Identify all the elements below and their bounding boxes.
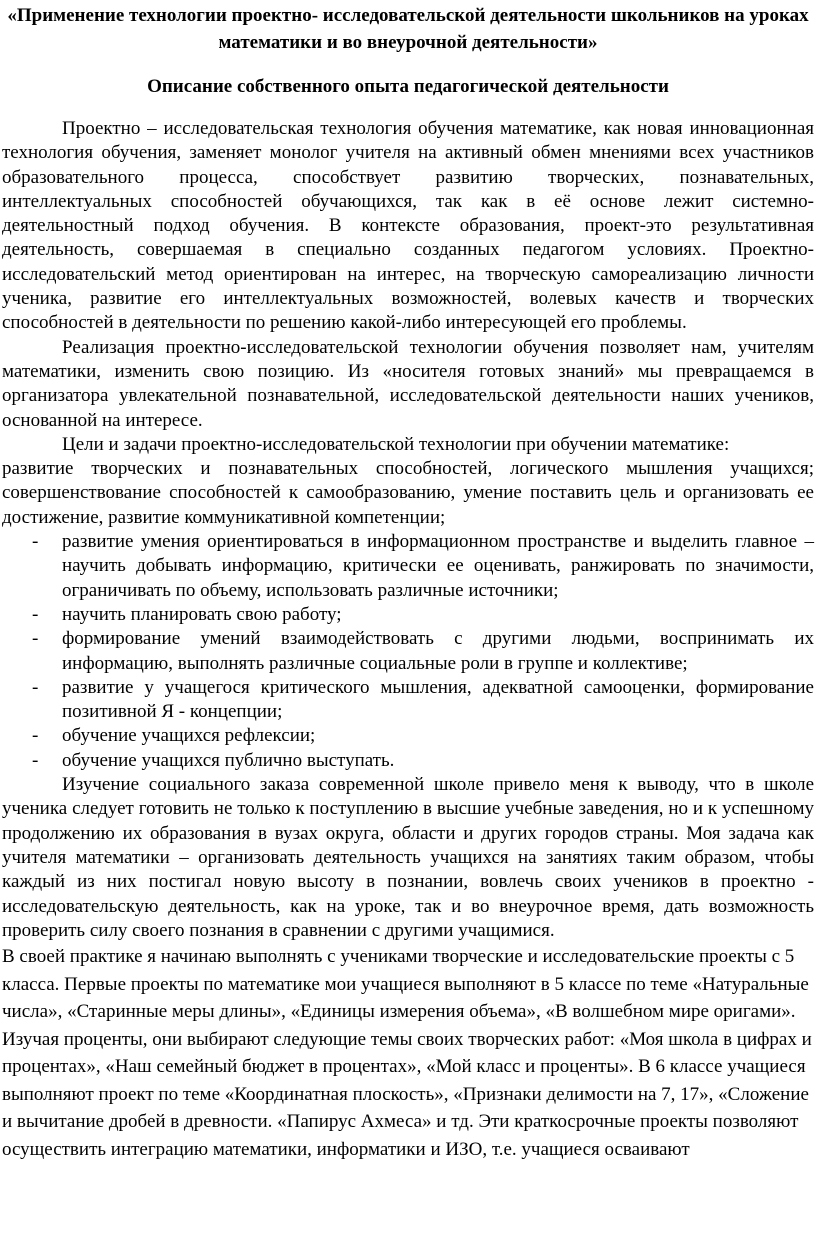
list-item: - научить планировать свою работу; <box>2 603 814 627</box>
dash-marker: - <box>32 725 39 747</box>
list-item: - развитие умения ориентироваться в информационном пространстве и выделить главное – научить добывать информацию, критически ее оценивать, ранжировать по значимости, ограничивать по объему, использовать различные источники; <box>32 531 814 601</box>
dash-marker: - <box>32 603 39 625</box>
document-title: «Применение технологии проектно- исследовательской деятельности школьников на уроках математики и во внеурочной деятельности» <box>7 5 809 53</box>
dash-marker: - <box>32 749 39 771</box>
goals-list <box>2 530 814 773</box>
list-item: - обучение учащихся рефлексии; <box>2 724 814 748</box>
dash-marker: - <box>32 676 39 698</box>
paragraph-practice: В своей практике я начинаю выполнять с учениками творческие и исследовательские проекты с 5 класса. Первые проекты по математике мои учащиеся выполняют в 5 классе по теме «Натуральные числа», «Старинные меры длины», «Единицы измерения объема», «В волшебном мире оригами». Изучая проценты, они выбирают следующие темы своих творческих работ: «Моя школа в цифрах и процентах», «Наш семейный бюджет в процентах», «Мой класс и проценты». В 6 классе учащиеся выполняют проект по теме «Координатная плоскость», «Признаки делимости на 7, 17», «Сложение и вычитание дробей в древности. «Папирус Ахмеса» и тд. Эти краткосрочные проекты позволяют осуществить интеграцию математики, информатики и ИЗО, т.е. учащиеся осваивают <box>2 946 812 1160</box>
paragraph-intro: Проектно – исследовательская технология обучения математике, как новая инновационная технология обучения, заменяет монолог учителя на активный обмен мнениями всех участников образовательного процесса, способствует развитию творческих, познавательных, интеллектуальных способностей обучающихся, так как в её основе лежит системно-деятельностный подход обучения. В контексте образования, проект-это результативная деятельность, совершаемая в специально созданных педагогом условиях. Проектно-исследовательский метод ориентирован на интерес, на творческую самореализацию личности ученика, развитие его интеллектуальных возможностей, волевых качеств и творческих способностей в деятельности по решению какой-либо интересующей его проблемы. <box>2 118 814 334</box>
dash-marker: - <box>32 628 39 650</box>
dash-marker: - <box>32 531 39 553</box>
paragraph-implementation: Реализация проектно-исследовательской технологии обучения позволяет нам, учителям математики, изменить свою позицию. Из «носителя готовых знаний» мы превращаемся в организатора увлекательной познавательной, исследовательской деятельности наших учеников, основанной на интересе. <box>2 336 814 431</box>
list-item: - обучение учащихся публично выступать. <box>2 749 814 773</box>
list-item: - формирование умений взаимодействовать с другими людьми, воспринимать их информацию, выполнять различные социальные роли в группе и коллективе; <box>32 628 814 674</box>
paragraph-goals-text: развитие творческих и познавательных способностей, логического мышления учащихся; совершенствование способностей к самообразованию, умение поставить цель и организовать ее достижение, развитие коммуникативной компетенции; <box>2 458 814 528</box>
document-subtitle: Описание собственного опыта педагогической деятельности <box>147 76 669 97</box>
list-item: - развитие у учащегося критического мышления, адекватной самооценки, формирование позитивной Я - концепции; <box>32 676 814 723</box>
paragraph-social-order: Изучение социального заказа современной школе привело меня к выводу, что в школе ученика следует готовить не только к поступлению в высшие учебные заведения, но и к успешному продолжению их образования в вузах округа, области и других городов страны. Моя задача как учителя математики – организовать деятельность учащихся на занятиях таким образом, чтобы каждый из них постигал новую высоту в познании, вовлечь своих учеников в проектно - исследовательскую деятельность, как на уроке, так и во внеурочное время, дать возможность проверить силу своего познания в сравнении с другими учащимися. <box>2 774 814 941</box>
paragraph-goals-heading: Цели и задачи проектно-исследовательской технологии при обучении математике: <box>62 433 730 455</box>
